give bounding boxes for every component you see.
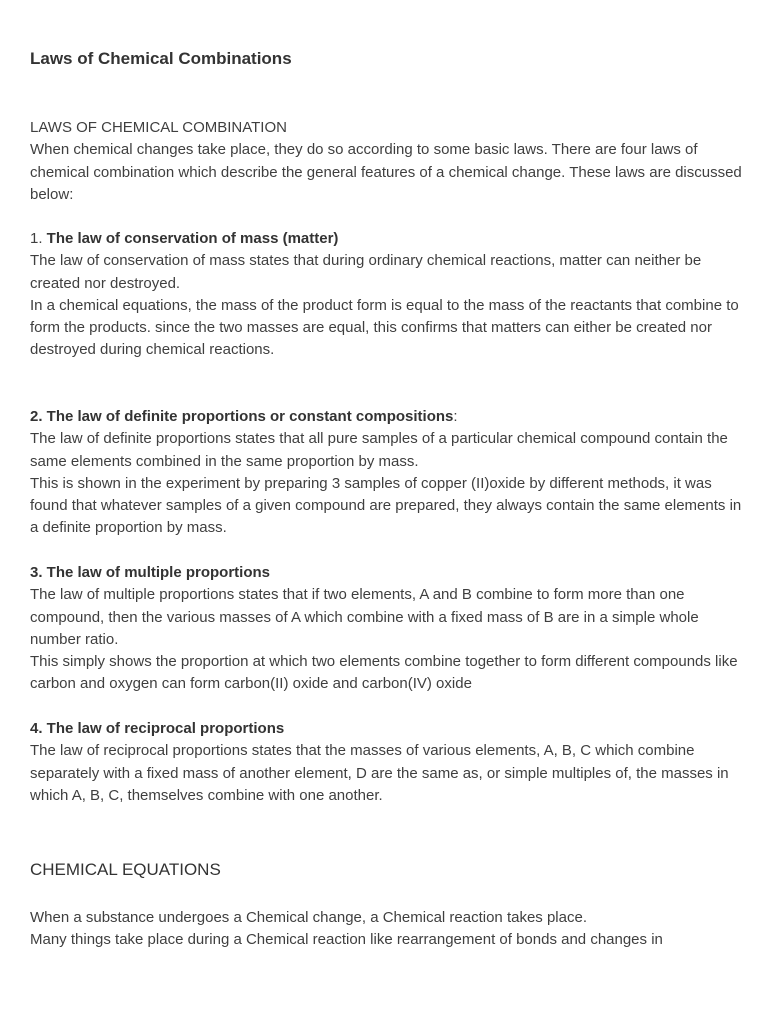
law-3-section <box>30 562 742 696</box>
law-2-paragraph-1: The law of definite proportions states that all pure samples of a particular chemical compound contain the same elements combined in the same proportion by mass. <box>30 430 728 470</box>
law-1-heading <box>30 228 742 250</box>
equations-paragraph-1: When a substance undergoes a Chemical change, a Chemical reaction takes place. <box>30 909 587 926</box>
law-2-section <box>30 406 742 540</box>
law-2-title: The law of definite proportions or constant compositions <box>42 408 454 425</box>
law-1-section <box>30 228 742 362</box>
law-2-heading <box>30 406 742 428</box>
law-1-number: 1. <box>30 230 43 247</box>
law-2-suffix: : <box>453 408 458 425</box>
law-2-number: 2. <box>30 408 43 425</box>
document-title: Laws of Chemical Combinations <box>30 49 292 68</box>
law-3-heading <box>30 562 742 584</box>
chemical-equations-section <box>30 907 742 952</box>
intro-heading: LAWS OF CHEMICAL COMBINATION <box>30 119 287 136</box>
intro-section <box>30 117 742 206</box>
equations-paragraph-2: Many things take place during a Chemical reaction like rearrangement of bonds and changes in <box>30 931 663 949</box>
law-2-paragraph-2: This is shown in the experiment by preparing 3 samples of copper (II)oxide by different methods, it was found that whatever samples of a given compound are prepared, they always contain the same elements in a definite proportion by mass. <box>30 474 742 537</box>
law-4-paragraph-1: The law of reciprocal proportions states that the masses of various elements, A, B, C which combine separately with a fixed mass of another element, D are the same as, or simple multiples of, the masses in which A, B, C, themselves combine with one another. <box>30 742 729 804</box>
law-3-title: The law of multiple proportions <box>42 564 271 581</box>
law-1-paragraph-2: In a chemical equations, the mass of the product form is equal to the mass of the reactants that combine to form the products. since the two masses are equal, this confirms that matters can either be created nor destroyed during chemical reactions. <box>30 296 739 359</box>
law-4-section <box>30 718 742 807</box>
law-1-paragraph-1: The law of conservation of mass states that during ordinary chemical reactions, matter can neither be created nor destroyed. <box>30 252 702 292</box>
intro-text: When chemical changes take place, they do so according to some basic laws. There are four laws of chemical combination which describe the general features of a chemical change. These laws are discussed below: <box>30 141 742 203</box>
law-3-number: 3. <box>30 564 43 581</box>
law-4-number: 4. <box>30 720 43 737</box>
law-3-paragraph-1: The law of multiple proportions states that if two elements, A and B combine to form more than one compound, then the various masses of A which combine with a fixed mass of B are in a simple whole number ratio. <box>30 586 699 648</box>
law-1-title: The law of conservation of mass (matter) <box>42 230 339 247</box>
law-4-title: The law of reciprocal proportions <box>42 720 285 737</box>
law-3-paragraph-2: This simply shows the proportion at which two elements combine together to form different compounds like carbon and oxygen can form carbon(II) oxide and carbon(IV) oxide <box>30 653 738 693</box>
chemical-equations-heading: CHEMICAL EQUATIONS <box>30 860 221 879</box>
law-4-heading <box>30 718 742 740</box>
